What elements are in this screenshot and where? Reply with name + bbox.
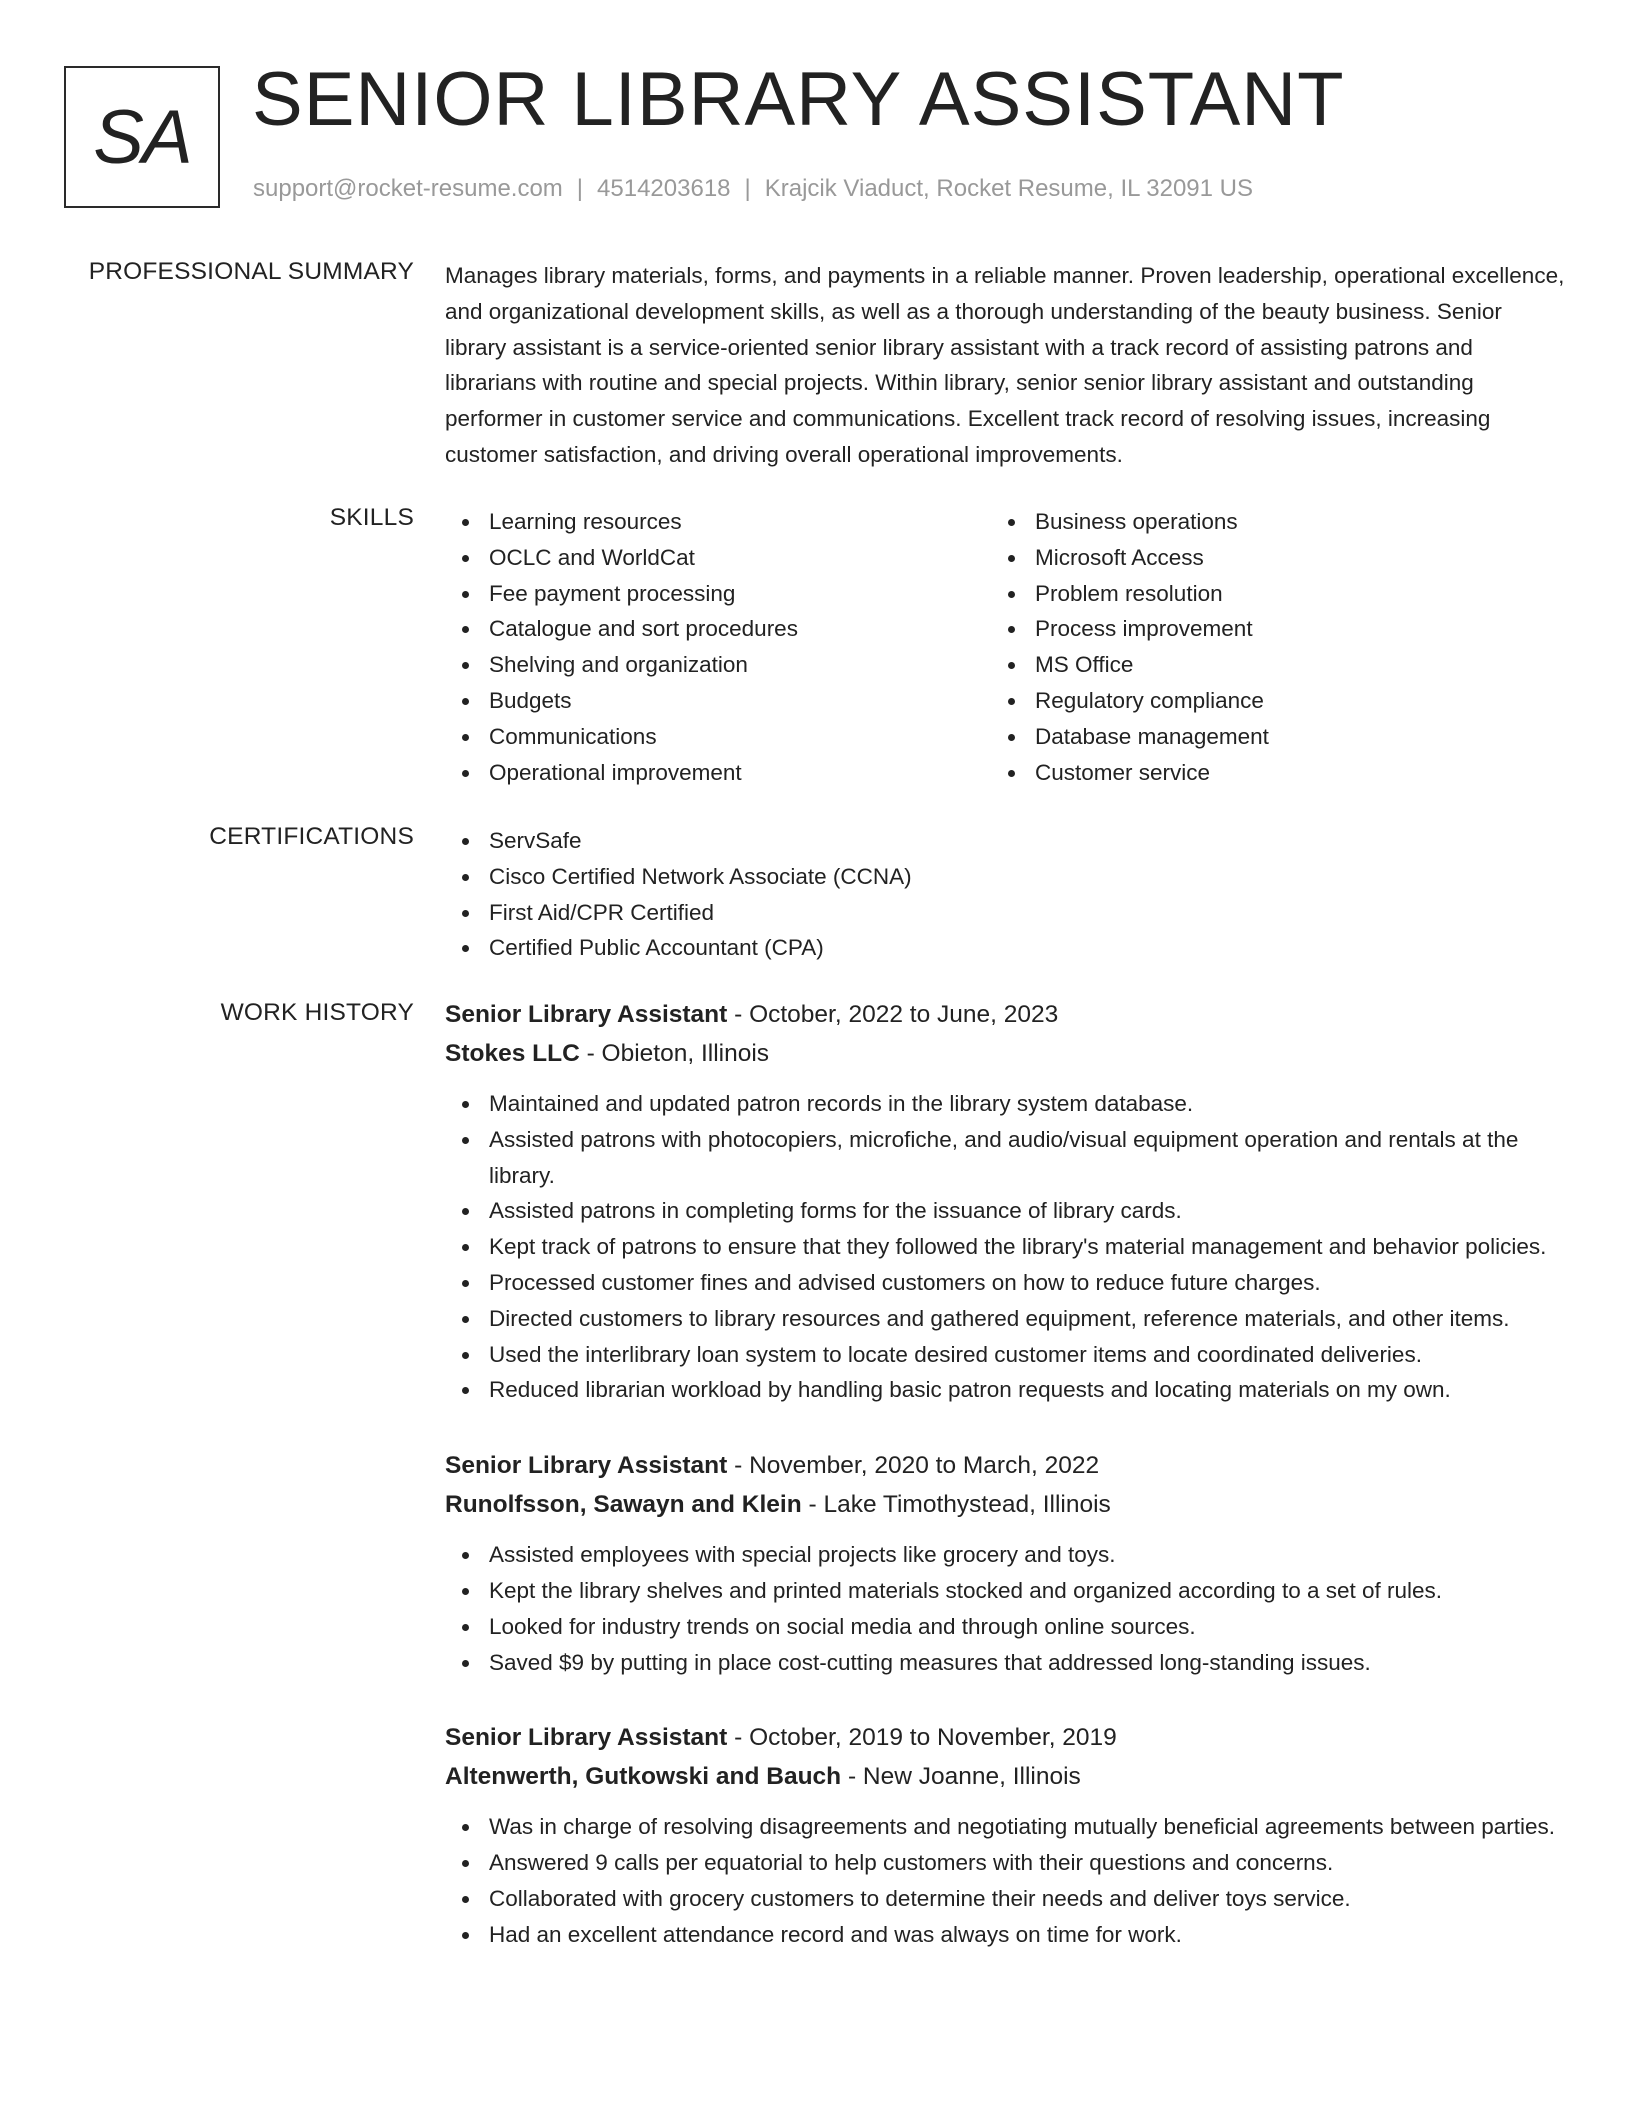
job-company-line <box>445 1485 1565 1524</box>
job-company: Stokes LLC <box>445 1040 580 1067</box>
job-title-line <box>445 1446 1565 1485</box>
job-dates: - October, 2019 to November, 2019 <box>727 1724 1117 1752</box>
job-title: Senior Library Assistant <box>445 1452 728 1480</box>
job-bullet: Kept track of patrons to ensure that they followed the library's material management and behavior policies. <box>445 1229 1565 1265</box>
job-title: Senior Library Assistant <box>445 1001 728 1028</box>
summary-text: Manages library materials, forms, and payments in a reliable manner. Proven leadership, operational excellence, and organizational development skills, as well as a thorough understanding of the beauty business. Senior library assistant is a service-oriented senior library assistant with a track record of assisting patrons and librarians with routine and special projects. Within library, senior senior library assistant and outstanding performer in customer service and communications. Excellent track record of resolving issues, increasing customer satisfaction, and driving overall operational improvements. <box>445 263 1565 467</box>
job-bullet: Saved $9 by putting in place cost-cutting measures that addressed long-standing issues. <box>445 1645 1565 1681</box>
job-bullet: Processed customer fines and advised customers on how to reduce future charges. <box>445 1265 1565 1301</box>
job-bullet: Maintained and updated patron records in the library system database. <box>445 1086 1565 1122</box>
job-location: - Lake Timothystead, Illinois <box>801 1491 1111 1519</box>
job-bullet: Reduced librarian workload by handling basic patron requests and locating materials on my own. <box>445 1372 1565 1408</box>
skill-item: Fee payment processing <box>445 576 991 612</box>
skill-item: Problem resolution <box>991 576 1537 612</box>
contact-separator: | <box>744 175 751 202</box>
skill-item: Shelving and organization <box>445 647 991 683</box>
skills-list-right <box>991 504 1537 790</box>
skill-item: Operational improvement <box>445 755 991 791</box>
contact-address: Krajcik Viaduct, Rocket Resume, IL 32091 US <box>764 175 1253 202</box>
monogram-initials: SA <box>93 94 191 180</box>
skill-item: MS Office <box>991 647 1537 683</box>
job-bullet: Looked for industry trends on social media and through online sources. <box>445 1609 1565 1645</box>
skill-item: Microsoft Access <box>991 540 1537 576</box>
section-label-work-history: WORK HISTORY <box>220 999 414 1026</box>
skill-item: Regulatory compliance <box>991 683 1537 719</box>
certification-item: Cisco Certified Network Associate (CCNA) <box>445 859 1565 895</box>
job-entry <box>445 1446 1565 1680</box>
job-dates: - November, 2020 to March, 2022 <box>727 1452 1100 1480</box>
certifications-list <box>445 823 1565 966</box>
job-entry <box>445 1718 1565 1952</box>
job-bullet: Had an excellent attendance record and was always on time for work. <box>445 1917 1565 1953</box>
job-company: Altenwerth, Gutkowski and Bauch <box>445 1763 842 1791</box>
certifications-body <box>445 823 1565 966</box>
job-bullet: Used the interlibrary loan system to locate desired customer items and coordinated deliveries. <box>445 1337 1565 1373</box>
job-title-line <box>445 1718 1565 1757</box>
job-bullet: Assisted patrons with photocopiers, microfiche, and audio/visual equipment operation and rentals at the library. <box>445 1122 1565 1194</box>
resume-title: SENIOR LIBRARY ASSISTANT <box>252 57 1345 142</box>
job-bullet: Assisted employees with special projects like grocery and toys. <box>445 1537 1565 1573</box>
job-title: Senior Library Assistant <box>445 1724 728 1752</box>
job-company: Runolfsson, Sawayn and Klein <box>445 1491 802 1519</box>
skill-item: Catalogue and sort procedures <box>445 611 991 647</box>
contact-separator: | <box>576 175 584 202</box>
job-bullet: Was in charge of resolving disagreements and negotiating mutually beneficial agreements between parties. <box>445 1809 1565 1845</box>
skill-item: Budgets <box>445 683 991 719</box>
monogram-box <box>64 66 220 208</box>
certification-item: ServSafe <box>445 823 1565 859</box>
job-bullet-list <box>445 1537 1565 1680</box>
job-dates: - October, 2022 to June, 2023 <box>727 1001 1059 1028</box>
job-bullet: Directed customers to library resources and gathered equipment, reference materials, and other items. <box>445 1301 1565 1337</box>
job-bullet-list <box>445 1809 1565 1952</box>
contact-line <box>253 175 1253 203</box>
contact-email: support@rocket-resume.com <box>253 175 563 202</box>
job-bullet: Assisted patrons in completing forms for the issuance of library cards. <box>445 1193 1565 1229</box>
job-title-line <box>445 995 1565 1034</box>
job-location: - New Joanne, Illinois <box>841 1763 1081 1791</box>
job-entry <box>445 995 1565 1408</box>
certification-item: Certified Public Accountant (CPA) <box>445 930 1565 966</box>
work-history-body <box>445 995 1565 1991</box>
job-bullet-list <box>445 1086 1565 1408</box>
job-bullet: Collaborated with grocery customers to determine their needs and deliver toys service. <box>445 1881 1565 1917</box>
skill-item: Communications <box>445 719 991 755</box>
skill-item: OCLC and WorldCat <box>445 540 991 576</box>
job-bullet: Kept the library shelves and printed materials stocked and organized according to a set of rules. <box>445 1573 1565 1609</box>
job-location: - Obieton, Illinois <box>579 1040 770 1067</box>
skill-item: Customer service <box>991 755 1537 791</box>
section-label-skills: SKILLS <box>329 504 414 531</box>
job-company-line <box>445 1757 1565 1796</box>
skill-item: Process improvement <box>991 611 1537 647</box>
section-label-summary: PROFESSIONAL SUMMARY <box>88 258 414 285</box>
skill-item: Business operations <box>991 504 1537 540</box>
skills-list-left <box>445 504 991 790</box>
skill-item: Learning resources <box>445 504 991 540</box>
certification-item: First Aid/CPR Certified <box>445 895 1565 931</box>
job-bullet: Answered 9 calls per equatorial to help customers with their questions and concerns. <box>445 1845 1565 1881</box>
contact-phone: 4514203618 <box>597 175 731 202</box>
job-company-line <box>445 1034 1565 1073</box>
skills-columns <box>445 504 1565 790</box>
skill-item: Database management <box>991 719 1537 755</box>
section-label-certifications: CERTIFICATIONS <box>209 823 414 850</box>
